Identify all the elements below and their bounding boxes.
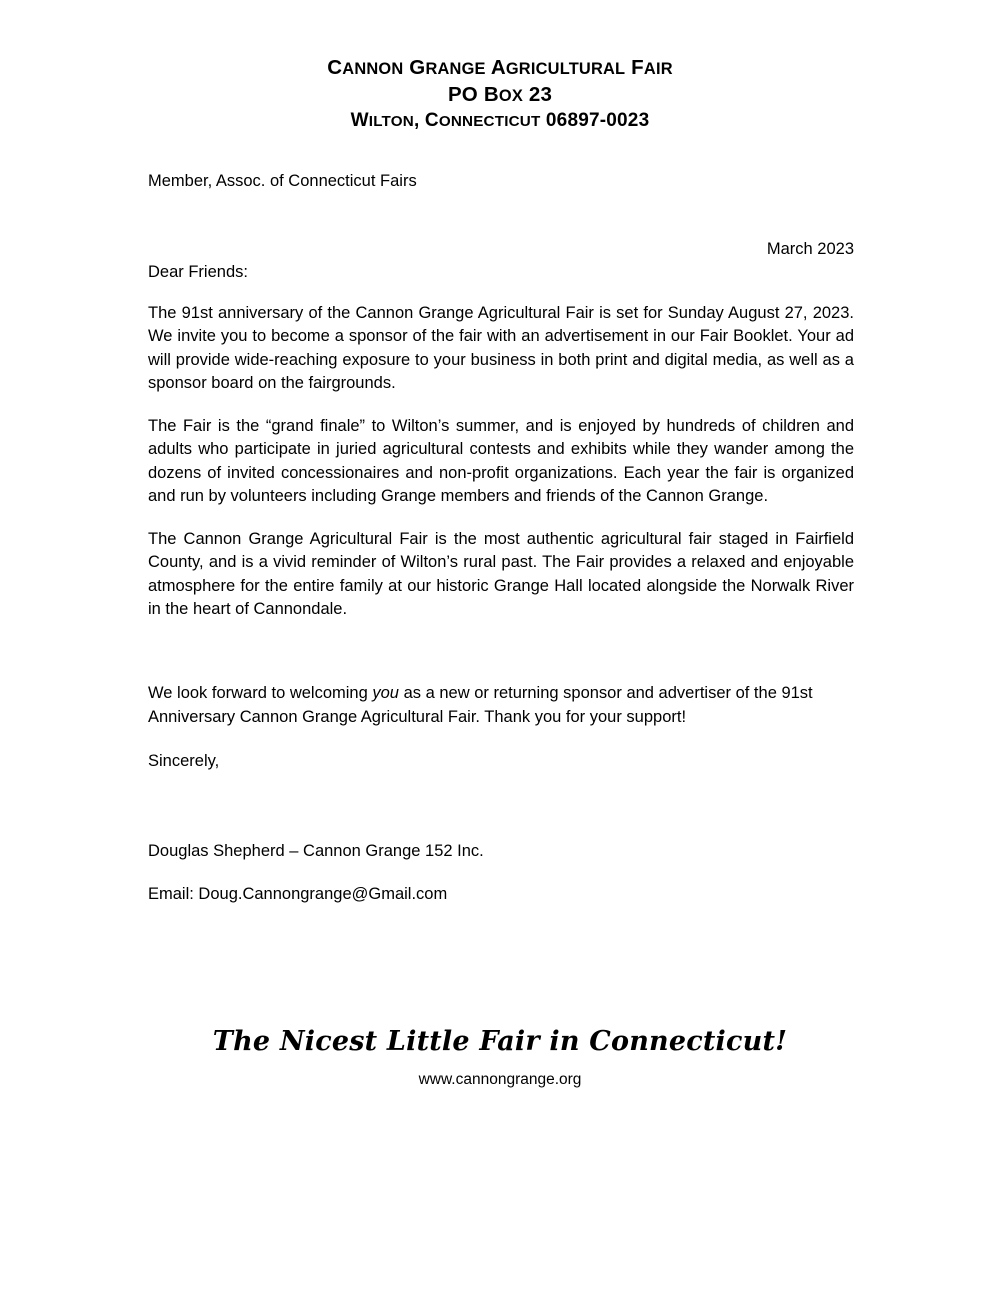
closing-pre-text: We look forward to welcoming bbox=[148, 684, 373, 702]
footer-website: www.cannongrange.org bbox=[418, 1071, 582, 1088]
membership-line: Member, Assoc. of Connecticut Fairs bbox=[148, 172, 417, 190]
contact-email: Email: Doug.Cannongrange@Gmail.com bbox=[148, 885, 448, 903]
letterhead-city-state-zip-text: WILTON, CONNECTICUT 06897-0023 bbox=[350, 110, 650, 132]
letterhead-organization-text: CANNON GRANGE AGRICULTURAL FAIR bbox=[327, 56, 673, 79]
letterhead-organization bbox=[0, 54, 1000, 81]
letterhead-po-box-text: PO BOX 23 bbox=[447, 83, 553, 107]
paragraph-1: The 91st anniversary of the Cannon Grange Agricultural Fair is set for Sunday August 27, 2023. We invite you to become a sponsor of the fair with an advertisement in our Fair Booklet. Your ad will provide wide-reaching exposure to your business in both print and digital media, as well as a sponsor board on the fairgrounds. bbox=[148, 304, 854, 392]
closing-emphasis-you: you bbox=[372, 684, 399, 702]
letterhead-city-state-zip bbox=[0, 108, 1000, 133]
letterhead-po-box bbox=[0, 81, 1000, 108]
closing-post-text: as a new or returning sponsor and advertiser of the 91st Anniversary Cannon Grange Agricultural Fair. Thank you for your support! bbox=[148, 684, 813, 726]
closing-paragraph bbox=[148, 682, 854, 730]
paragraph-2: The Fair is the “grand finale” to Wilton’s summer, and is enjoyed by hundreds of children and adults who participate in juried agricultural contests and exhibits while they wander among the dozens of invited concessionaires and non-profit organizations. Each year the fair is organized and run by volunteers including Grange members and friends of the Cannon Grange. bbox=[148, 417, 854, 505]
salutation: Dear Friends: bbox=[148, 263, 248, 281]
signature-name: Douglas Shepherd – Cannon Grange 152 Inc. bbox=[148, 842, 484, 860]
sincerely-line: Sincerely, bbox=[148, 752, 220, 770]
letter-paragraphs bbox=[148, 302, 854, 621]
paragraph-3: The Cannon Grange Agricultural Fair is the most authentic agricultural fair staged in Fairfield County, and is a vivid reminder of Wilton’s rural past. The Fair provides a relaxed and enjoyable atmosphere for the entire family at our historic Grange Hall located alongside the Norwalk River in the heart of Cannondale. bbox=[148, 530, 854, 618]
closing-paragraph-block bbox=[148, 682, 854, 752]
letter-footer bbox=[0, 1026, 1000, 1089]
letterhead bbox=[0, 0, 1000, 133]
letter-date: March 2023 bbox=[766, 240, 854, 258]
footer-tagline: The Nicest Little Fair in Connecticut! bbox=[212, 1026, 788, 1057]
